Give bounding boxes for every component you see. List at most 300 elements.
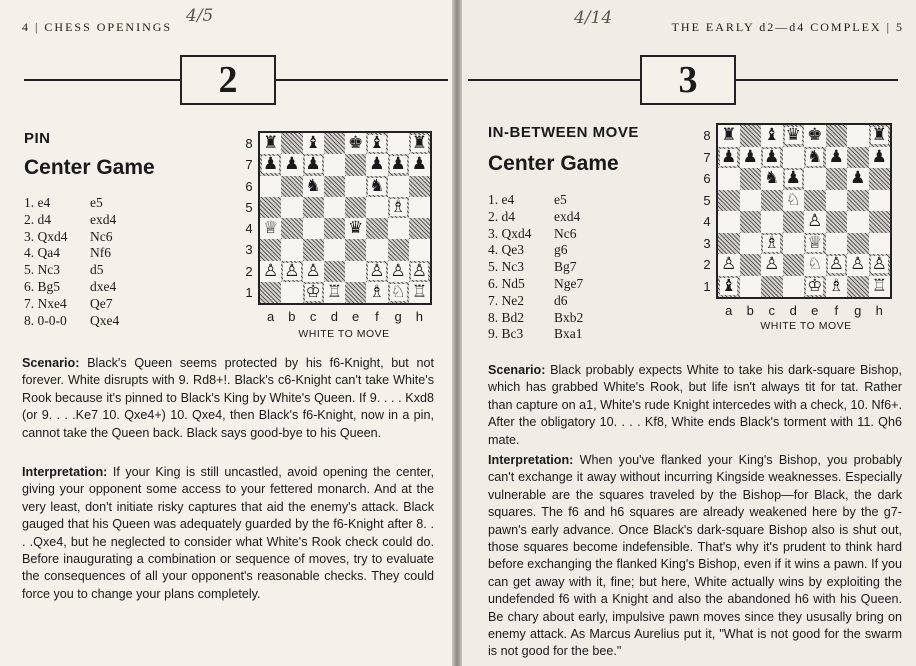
white-move: 2. d4 [488,208,515,224]
square-a5 [260,197,281,218]
square-f1 [366,282,387,303]
square-g5 [847,190,869,212]
white-move: 5. Nc3 [24,262,60,278]
file-labels [718,303,890,318]
black-move: Nc6 [90,228,113,244]
chess-piece-icon: ♟ [284,154,300,175]
square-g6 [388,176,409,197]
square-c7 [303,154,324,175]
square-b3 [740,233,762,255]
rank-label: 2 [703,257,711,272]
square-h6 [409,176,430,197]
file-label: d [330,309,338,324]
square-c2 [761,254,783,276]
chess-piece-icon: ♙ [263,260,279,281]
file-label: c [309,309,317,324]
square-h1 [869,276,891,298]
square-h8 [409,133,430,154]
white-move: 9. Bc3 [488,326,524,342]
square-f4 [366,218,387,239]
square-e2 [804,254,826,276]
black-move: Qe7 [90,295,113,311]
chess-piece-icon: ♔ [807,275,823,296]
square-d2 [324,261,345,282]
interpretation-paragraph-left [22,464,434,603]
white-move: 8. 0-0-0 [24,312,67,328]
square-c3 [303,239,324,260]
square-h3 [409,239,430,260]
black-move: e5 [90,195,103,210]
square-g7 [388,154,409,175]
square-c6 [303,176,324,197]
square-c1 [761,276,783,298]
white-move: 2. d4 [24,211,51,227]
rank-labels [242,133,256,303]
square-a4 [260,218,281,239]
chess-piece-icon: ♟ [305,154,321,175]
game-title-right: Center Game [488,152,619,175]
chess-piece-icon: ♖ [871,275,887,296]
chess-piece-icon: ♖ [326,281,342,302]
square-f5 [366,197,387,218]
chess-piece-icon: ♞ [807,146,823,167]
square-f1 [826,276,848,298]
square-g3 [847,233,869,255]
rank-label: 6 [703,171,711,186]
chess-piece-icon: ♙ [284,260,300,281]
square-c4 [303,218,324,239]
square-d4 [783,211,805,233]
square-e8 [345,133,366,154]
chess-piece-icon: ♟ [390,154,406,175]
game-title-left: Center Game [24,156,155,179]
chess-piece-icon: ♘ [390,281,406,302]
square-b6 [740,168,762,190]
white-move: 7. Ne2 [488,292,524,308]
left-page [0,0,452,666]
move-row [488,310,583,327]
square-g4 [388,218,409,239]
scenario-label: Scenario: [22,356,80,370]
move-row [24,313,119,330]
black-move: e5 [554,192,567,207]
square-f6 [826,168,848,190]
square-g7 [847,147,869,169]
section-number-left: 2 [180,55,276,105]
chess-piece-icon: ♚ [807,125,823,146]
chess-piece-icon: ♟ [411,154,427,175]
square-e1 [345,282,366,303]
square-f7 [366,154,387,175]
black-move: Bg7 [554,259,577,275]
move-row [488,192,583,209]
square-g5 [388,197,409,218]
square-a8 [718,125,740,147]
rank-label: 6 [245,178,253,194]
chess-piece-icon: ♜ [871,125,887,146]
chessboard [258,131,432,305]
rank-label: 7 [703,149,711,165]
square-d2 [783,254,805,276]
square-c8 [303,133,324,154]
chess-piece-icon: ♜ [411,133,427,154]
square-b7 [281,154,302,175]
interpretation-label: Interpretation: [488,453,574,467]
chess-piece-icon: ♗ [828,275,844,296]
square-b1 [740,276,762,298]
move-row [488,259,583,276]
black-move: Nc6 [554,225,577,241]
black-move: d6 [554,292,568,308]
book-gutter [452,0,462,666]
square-a3 [718,233,740,255]
chess-piece-icon: ♘ [807,254,823,275]
move-row [24,212,119,229]
square-c2 [303,261,324,282]
square-d5 [324,197,345,218]
move-row [488,293,583,310]
square-g8 [388,133,409,154]
move-row [24,245,119,262]
square-g3 [388,239,409,260]
chess-piece-icon: ♙ [369,260,385,281]
square-d6 [324,176,345,197]
square-d7 [783,147,805,169]
black-move: exd4 [554,208,581,224]
black-move: Nf6 [90,245,111,261]
file-label: e [811,303,819,318]
square-d7 [324,154,345,175]
square-f4 [826,211,848,233]
square-d3 [783,233,805,255]
square-b7 [740,147,762,169]
black-move: exd4 [90,211,117,227]
rank-labels [700,125,714,297]
square-b6 [281,176,302,197]
chess-piece-icon: ♝ [721,275,737,296]
rank-label: 8 [245,136,253,151]
running-head-left: 4 | CHESS OPENINGS [22,20,173,34]
white-move: 6. Nd5 [488,275,525,291]
chess-piece-icon: ♔ [305,281,321,302]
scenario-paragraph-left [22,355,434,442]
chess-diagram-left [242,131,434,331]
chess-piece-icon: ♟ [850,168,866,189]
white-move: 8. Bd2 [488,309,525,325]
square-d8 [324,133,345,154]
square-b1 [281,282,302,303]
chess-piece-icon: ♙ [807,211,823,232]
square-c4 [761,211,783,233]
chess-piece-icon: ♟ [742,146,758,167]
scenario-text: Black probably expects White to take his dark-square Bishop, which has grabbed White's Rook, but life isn't always tit for tat. Rather than capture on a1, White's rude Knight intercedes with a check, 10. Nf6+. After the obligatory 10. . . . Kf8, White ends Black's torment with 11. Qh6 mate. [488,363,902,447]
chess-piece-icon: ♞ [369,175,385,196]
chess-piece-icon: ♙ [390,260,406,281]
rank-label: 4 [245,221,253,236]
rank-label: 5 [245,199,253,215]
chess-piece-icon: ♜ [263,133,279,154]
file-label: h [415,309,423,324]
square-g2 [388,261,409,282]
white-move: 6. Bg5 [24,278,61,294]
square-d6 [783,168,805,190]
square-g2 [847,254,869,276]
chess-piece-icon: ♕ [263,218,279,239]
square-h1 [409,282,430,303]
square-h4 [409,218,430,239]
square-h7 [869,147,891,169]
file-label: b [288,309,296,324]
move-row [488,209,583,226]
rank-label: 7 [245,157,253,173]
chess-piece-icon: ♝ [764,125,780,146]
square-h4 [869,211,891,233]
square-e6 [804,168,826,190]
file-label: a [267,309,275,324]
running-head-right: THE EARLY d2—d4 COMPLEX | 5 [671,20,904,34]
square-a1 [718,276,740,298]
white-move: 1. e4 [24,195,51,210]
motif-heading-right: IN-BETWEEN MOVE [488,124,639,141]
move-row [24,262,119,279]
square-e3 [345,239,366,260]
chess-piece-icon: ♖ [411,281,427,302]
square-b2 [740,254,762,276]
square-g6 [847,168,869,190]
move-row [488,242,583,259]
chess-piece-icon: ♕ [807,232,823,253]
chess-piece-icon: ♙ [871,254,887,275]
chess-piece-icon: ♛ [785,125,801,146]
file-label: d [789,303,797,318]
square-b3 [281,239,302,260]
chess-piece-icon: ♙ [850,254,866,275]
square-h3 [869,233,891,255]
handwritten-note-right: 4/14 [574,8,613,28]
square-d5 [783,190,805,212]
rank-label: 4 [703,214,711,229]
square-c6 [761,168,783,190]
square-a5 [718,190,740,212]
rank-label: 3 [703,235,711,251]
square-h5 [869,190,891,212]
rank-label: 2 [245,263,253,279]
square-e5 [345,197,366,218]
white-move: 1. e4 [488,192,515,207]
rank-label: 1 [703,278,711,294]
right-page [462,0,916,666]
move-row [24,229,119,246]
chess-piece-icon: ♝ [369,133,385,154]
interpretation-paragraph-right [488,452,902,661]
square-b5 [740,190,762,212]
square-e5 [804,190,826,212]
chess-piece-icon: ♙ [411,260,427,281]
chess-piece-icon: ♜ [721,125,737,146]
chess-piece-icon: ♙ [764,254,780,275]
black-move: g6 [554,242,568,258]
square-d1 [783,276,805,298]
white-move: 4. Qa4 [24,245,60,261]
move-row [488,326,583,343]
interpretation-label: Interpretation: [22,465,108,479]
rank-label: 8 [703,128,711,143]
move-row [24,279,119,296]
square-h2 [869,254,891,276]
square-d1 [324,282,345,303]
interpretation-text: If your King is still uncastled, avoid opening the center, giving your opponent some access to your fettered monarch. And at the very least, don't initiate risky captures that aid the enemy's attack. Black gauged that his Queen was adequately guarded by the f6-Knight after 8. . . .Qxe4, but he neglected to consider what White's Rook check could do. Before inaugurating a combination or sequence of moves, try to evaluate the consequences of all your opponent's reasonable checks. They could force you to change your plans completely. [22,465,434,601]
square-e4 [804,211,826,233]
square-e4 [345,218,366,239]
square-a2 [260,261,281,282]
square-e7 [804,147,826,169]
white-move: 3. Qxd4 [488,225,532,241]
square-e1 [804,276,826,298]
square-e6 [345,176,366,197]
square-c5 [303,197,324,218]
square-d4 [324,218,345,239]
square-h5 [409,197,430,218]
chess-piece-icon: ♟ [871,146,887,167]
rank-label: 1 [245,284,253,300]
chess-piece-icon: ♚ [348,133,364,154]
square-b4 [281,218,302,239]
chess-piece-icon: ♛ [348,218,364,239]
square-f3 [366,239,387,260]
section-number-right: 3 [640,55,736,105]
square-g1 [388,282,409,303]
scenario-text: Black's Queen seems protected by his f6-Knight, but not forever. White disrupts with 9. Rd8+!. Black's c6-Knight can't take White's Rook because it's pinned to Black's King by White's Queen. If 9. . . . Kxd8 (or 9. . . .Ke7 10. Qxe4+) 10. Qxe4, then Black's f6-Knight, now in a pin, cannot take the Queen back. Black says good-bye to his Queen. [22,356,434,440]
to-move-caption-right: WHITE TO MOVE [760,320,852,332]
square-c5 [761,190,783,212]
square-c3 [761,233,783,255]
square-a1 [260,282,281,303]
square-e3 [804,233,826,255]
square-f6 [366,176,387,197]
square-a7 [718,147,740,169]
file-labels [260,309,430,324]
square-c8 [761,125,783,147]
square-f5 [826,190,848,212]
square-b5 [281,197,302,218]
square-e2 [345,261,366,282]
chess-piece-icon: ♟ [828,146,844,167]
file-label: b [746,303,754,318]
square-a6 [718,168,740,190]
black-move: Nge7 [554,275,584,291]
square-h8 [869,125,891,147]
square-h6 [869,168,891,190]
interpretation-text: When you've flanked your King's Bishop, you probably can't exchange it away without incurring Kingside weaknesses. Especially vulnerable are the squares traveled by the Bishop—for Black, the dark squares. The f6 and h6 squares are already weakened here by the g7-pawn's early advance. Once Black's dark-square Bishop also is shut out, those squares become indefensible. That's why it's prudent to think hard before exchanging the flanked King's Bishop, even if it wins a pawn. If you can get away with it, fine; but here, White actually wins by exploiting the undefended f6 with a Knight and also the abandoned h6 with his Queen. Be chary about early, impulsive pawn moves since they ususally bring on enemy attack. As Marcus Aurelius put it, "What is not good for the swarm is not good for the bee." [488,453,902,659]
rank-label: 5 [703,192,711,208]
square-a4 [718,211,740,233]
handwritten-note-left: 4/5 [186,6,214,26]
square-b8 [740,125,762,147]
square-f3 [826,233,848,255]
square-c1 [303,282,324,303]
white-move: 4. Qe3 [488,242,524,258]
chess-diagram-right [700,123,894,318]
black-move: d5 [90,262,104,278]
file-label: g [854,303,862,318]
move-row [24,195,119,212]
square-c7 [761,147,783,169]
move-list-right [488,192,583,343]
move-row [488,276,583,293]
white-move: 3. Qxd4 [24,228,68,244]
square-f8 [826,125,848,147]
rank-label: 3 [245,242,253,258]
to-move-caption-left: WHITE TO MOVE [298,328,390,340]
file-label: e [352,309,360,324]
chess-piece-icon: ♝ [305,133,321,154]
square-e8 [804,125,826,147]
square-g8 [847,125,869,147]
square-a8 [260,133,281,154]
chess-piece-icon: ♞ [764,168,780,189]
chess-piece-icon: ♞ [305,175,321,196]
square-b4 [740,211,762,233]
chess-piece-icon: ♟ [721,146,737,167]
square-g4 [847,211,869,233]
square-f2 [366,261,387,282]
square-h7 [409,154,430,175]
black-move: Qxe4 [90,312,120,328]
chess-piece-icon: ♟ [764,146,780,167]
move-row [488,226,583,243]
white-move: 5. Nc3 [488,259,524,275]
square-b2 [281,261,302,282]
square-a6 [260,176,281,197]
square-d3 [324,239,345,260]
file-label: f [375,309,379,324]
chess-piece-icon: ♘ [785,189,801,210]
chessboard [716,123,892,299]
file-label: a [725,303,733,318]
file-label: f [834,303,839,318]
square-a7 [260,154,281,175]
scenario-label: Scenario: [488,363,546,377]
chess-piece-icon: ♟ [785,168,801,189]
black-move: dxe4 [90,278,117,294]
square-f8 [366,133,387,154]
file-label: c [768,303,775,318]
white-move: 7. Nxe4 [24,295,67,311]
square-h2 [409,261,430,282]
chess-piece-icon: ♙ [721,254,737,275]
chess-piece-icon: ♗ [764,232,780,253]
chess-piece-icon: ♗ [390,196,406,217]
chess-piece-icon: ♟ [369,154,385,175]
chess-piece-icon: ♙ [305,260,321,281]
scenario-paragraph-right [488,362,902,449]
move-row [24,296,119,313]
chess-piece-icon: ♟ [263,154,279,175]
square-b8 [281,133,302,154]
file-label: g [394,309,402,324]
chess-piece-icon: ♙ [828,254,844,275]
motif-heading-left: PIN [24,130,51,147]
square-e7 [345,154,366,175]
move-list-left [24,195,119,329]
chess-piece-icon: ♗ [369,281,385,302]
square-a2 [718,254,740,276]
square-a3 [260,239,281,260]
black-move: Bxb2 [554,309,584,325]
file-label: h [875,303,883,318]
square-d8 [783,125,805,147]
square-f7 [826,147,848,169]
